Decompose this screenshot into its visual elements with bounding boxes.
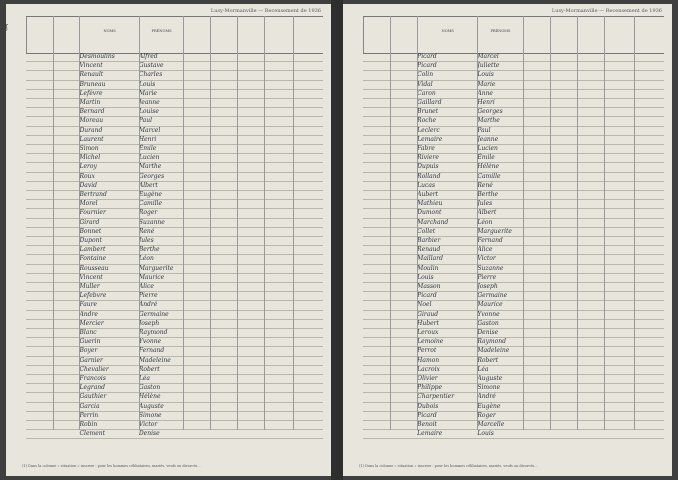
firstname-cell: Marguerite xyxy=(477,227,512,235)
firstname-cell: Marcelle xyxy=(477,421,505,428)
column-header xyxy=(604,17,634,53)
firstname-cell: Hélène xyxy=(138,393,161,401)
firstname-cell: Lucien xyxy=(477,145,498,152)
left-column-headers xyxy=(26,16,323,54)
surname-cell: Dumont xyxy=(417,209,442,217)
firstname-cell: Joseph xyxy=(138,319,160,327)
surname-cell: Garcia xyxy=(79,402,100,410)
firstname-cell: Alice xyxy=(477,246,493,254)
left-rows xyxy=(26,52,323,438)
surname-cell: Benoit xyxy=(417,421,437,428)
surname-cell: Garnier xyxy=(79,356,103,364)
column-rule xyxy=(264,16,265,430)
firstname-cell: Eugène xyxy=(477,402,501,410)
firstname-cell: Raymond xyxy=(138,329,168,336)
surname-cell: Desmoulins xyxy=(79,53,115,60)
surname-cell: Martin xyxy=(79,99,101,106)
firstname-cell: Fernand xyxy=(138,347,165,355)
firstname-cell: Anne xyxy=(477,89,493,97)
firstname-cell: Madeleine xyxy=(477,347,510,355)
firstname-cell: Denise xyxy=(477,329,499,336)
surname-cell: Collet xyxy=(417,227,436,235)
firstname-cell: Pierre xyxy=(138,292,158,300)
surname-cell: Boyer xyxy=(79,347,98,355)
firstname-cell: Paul xyxy=(138,117,152,125)
column-rule xyxy=(390,16,391,430)
surname-cell: Girard xyxy=(79,218,100,226)
book-gutter xyxy=(331,0,343,480)
surname-cell: Lefèvre xyxy=(79,89,103,97)
firstname-cell: Suzanne xyxy=(477,264,504,272)
surname-cell: Mercier xyxy=(79,319,104,327)
firstname-cell: Suzanne xyxy=(138,218,165,226)
firstname-cell: René xyxy=(138,227,155,235)
firstname-cell: René xyxy=(477,181,493,189)
firstname-cell: Eugène xyxy=(138,191,162,198)
surname-cell: Fabre xyxy=(417,145,435,152)
firstname-cell: Jules xyxy=(477,200,493,208)
firstname-cell: Léa xyxy=(477,365,489,373)
firstname-cell: Georges xyxy=(138,172,165,180)
surname-cell: Lacroix xyxy=(417,365,440,373)
surname-cell: Lefebvre xyxy=(79,292,107,300)
surname-cell: Perrin xyxy=(79,411,99,419)
surname-cell: Perrot xyxy=(417,347,437,355)
firstname-cell: Camille xyxy=(138,200,163,208)
surname-cell: Fontaine xyxy=(79,255,107,263)
surname-cell: Giraud xyxy=(417,310,439,318)
left-footer-note: (1) Dans la colonne « situation » inscrire : pour les hommes célibataires, mariés, veufs ou divorcés... xyxy=(22,463,201,468)
surname-cell: Philippe xyxy=(417,384,443,392)
firstname-cell: Alice xyxy=(138,283,154,290)
firstname-cell: Berthe xyxy=(138,246,160,254)
surname-cell: Marchand xyxy=(417,218,449,226)
surname-cell: Vidal xyxy=(417,80,433,88)
column-rule xyxy=(183,16,184,430)
firstname-cell: Raymond xyxy=(477,338,507,346)
surname-cell: Roche xyxy=(417,117,437,125)
firstname-cell: Roger xyxy=(138,209,158,217)
firstname-cell: Simone xyxy=(477,384,501,392)
surname-cell: Moulin xyxy=(417,264,439,272)
firstname-cell: Émile xyxy=(138,145,157,152)
surname-cell: Dupont xyxy=(79,237,102,244)
surname-cell: Andre xyxy=(79,310,98,318)
column-header: NOMS xyxy=(417,17,477,53)
surname-cell: Blanc xyxy=(79,329,97,336)
surname-cell: Hamon xyxy=(417,356,440,364)
firstname-cell: Jules xyxy=(138,237,154,244)
surname-cell: Caron xyxy=(417,89,436,97)
column-header xyxy=(210,17,237,53)
column-header xyxy=(183,17,210,53)
surname-cell: Bonnet xyxy=(79,227,102,235)
firstname-cell: Auguste xyxy=(138,402,164,410)
column-rule xyxy=(210,16,211,430)
surname-cell: Riviere xyxy=(417,154,439,162)
firstname-cell: Marthe xyxy=(477,117,500,125)
surname-cell: Gauthier xyxy=(79,393,107,401)
firstname-cell: Georges xyxy=(477,108,503,116)
surname-cell: Vincent xyxy=(79,62,103,70)
firstname-cell: Marie xyxy=(138,89,157,97)
firstname-cell: Robert xyxy=(477,356,499,364)
firstname-cell: Juliette xyxy=(477,62,500,70)
firstname-cell: Henri xyxy=(477,99,495,106)
column-rule xyxy=(417,16,418,430)
column-rule xyxy=(79,16,80,430)
surname-cell: Simon xyxy=(79,145,99,152)
right-page xyxy=(343,4,672,476)
firstname-cell: Lucien xyxy=(138,154,160,162)
column-rule xyxy=(634,16,635,430)
surname-cell: Dupuis xyxy=(417,163,439,171)
firstname-cell: Marthe xyxy=(138,163,162,171)
surname-cell: Clement xyxy=(79,430,106,438)
surname-cell: Charpentier xyxy=(417,393,455,401)
surname-cell: Noel xyxy=(417,301,432,309)
column-header xyxy=(363,17,390,53)
surname-cell: Picard xyxy=(417,292,437,300)
firstname-cell: Paul xyxy=(477,126,491,134)
firstname-cell: André xyxy=(138,301,158,309)
surname-cell: Lucas xyxy=(417,181,436,189)
firstname-cell: Marie xyxy=(477,80,496,88)
surname-cell: Renault xyxy=(79,71,104,79)
column-header xyxy=(26,17,53,53)
table-row xyxy=(363,429,664,439)
column-header: NOMS xyxy=(79,17,138,53)
firstname-cell: Hélène xyxy=(477,163,500,171)
firstname-cell: Louise xyxy=(138,108,159,116)
column-rule xyxy=(550,16,551,430)
surname-cell: Legrand xyxy=(79,384,105,392)
firstname-cell: Madeleine xyxy=(138,356,171,364)
surname-cell: Chevalier xyxy=(79,365,109,373)
surname-cell: Hubert xyxy=(417,319,439,327)
surname-cell: David xyxy=(79,181,97,189)
firstname-cell: Albert xyxy=(477,209,497,217)
firstname-cell: Denise xyxy=(138,430,160,438)
firstname-cell: Robert xyxy=(138,365,160,373)
surname-cell: Leroux xyxy=(417,329,439,336)
surname-cell: Picard xyxy=(417,62,437,70)
surname-cell: Guerin xyxy=(79,338,101,346)
column-rule xyxy=(477,16,478,430)
column-header xyxy=(293,17,323,53)
surname-cell: Picard xyxy=(417,53,437,60)
firstname-cell: Jeanne xyxy=(477,135,499,143)
surname-cell: Roux xyxy=(79,172,95,180)
firstname-cell: Louis xyxy=(477,71,494,79)
firstname-cell: Germaine xyxy=(138,310,169,318)
firstname-cell: Joseph xyxy=(477,283,498,290)
firstname-cell: Charles xyxy=(138,71,163,79)
firstname-cell: Camille xyxy=(477,172,501,180)
surname-cell: Dubois xyxy=(417,402,439,410)
firstname-cell: Berthe xyxy=(477,191,499,198)
surname-cell: Michel xyxy=(79,154,101,162)
firstname-cell: Fernand xyxy=(477,237,503,244)
surname-cell: Aubert xyxy=(417,191,439,198)
firstname-cell: Léon xyxy=(138,255,154,263)
column-header xyxy=(634,17,664,53)
column-rule xyxy=(53,16,54,430)
right-footer-note: (1) Dans la colonne « situation » inscrire : pour les hommes célibataires, mariés, veufs ou divorcés... xyxy=(359,463,538,468)
firstname-cell: Louis xyxy=(138,80,156,88)
firstname-cell: Émile xyxy=(477,154,495,162)
firstname-cell: Alfred xyxy=(138,53,158,60)
surname-cell: Picard xyxy=(417,411,437,419)
left-page-header: Lusy-Mormanville — Recensement de 1936 xyxy=(210,8,321,14)
firstname-cell: Germaine xyxy=(477,292,508,300)
left-page xyxy=(6,4,331,476)
surname-cell: Olivier xyxy=(417,375,438,382)
right-column-headers xyxy=(363,16,664,54)
surname-cell: Francois xyxy=(79,375,106,382)
firstname-cell: Yvonne xyxy=(138,338,162,346)
column-header xyxy=(523,17,550,53)
surname-cell: Morel xyxy=(79,200,98,208)
firstname-cell: Maurice xyxy=(138,273,165,281)
firstname-cell: Marcel xyxy=(477,53,499,60)
right-page-header: Lusy-Mormanville — Recensement de 1936 xyxy=(551,8,662,14)
column-header xyxy=(390,17,417,53)
firstname-cell: Henri xyxy=(138,135,157,143)
surname-cell: Vincent xyxy=(79,273,103,281)
page-edge-mark: ʃ xyxy=(6,24,8,31)
surname-cell: Leclerc xyxy=(417,126,440,134)
surname-cell: Rousseau xyxy=(79,264,109,272)
firstname-cell: André xyxy=(477,393,496,401)
firstname-cell: Roger xyxy=(477,411,496,419)
surname-cell: Brunet xyxy=(417,108,439,116)
surname-cell: Bruneau xyxy=(79,80,106,88)
surname-cell: Bernard xyxy=(79,108,105,116)
surname-cell: Louis xyxy=(417,273,434,281)
column-rule xyxy=(237,16,238,430)
column-header xyxy=(264,17,294,53)
firstname-cell: Jeanne xyxy=(138,99,160,106)
firstname-cell: Simone xyxy=(138,411,162,419)
firstname-cell: Gaston xyxy=(477,319,499,327)
surname-cell: Colin xyxy=(417,71,434,79)
column-rule xyxy=(523,16,524,430)
firstname-cell: Léa xyxy=(138,375,150,382)
firstname-cell: Maurice xyxy=(477,301,503,309)
firstname-cell: Pierre xyxy=(477,273,497,281)
firstname-cell: Louis xyxy=(477,430,494,438)
column-rule xyxy=(577,16,578,430)
column-header xyxy=(550,17,577,53)
surname-cell: Fournier xyxy=(79,209,106,217)
surname-cell: Mathieu xyxy=(417,200,443,208)
surname-cell: Faure xyxy=(79,301,98,309)
column-rule xyxy=(293,16,294,430)
column-header xyxy=(237,17,264,53)
table-row xyxy=(26,429,323,439)
firstname-cell: Gaston xyxy=(138,384,161,392)
surname-cell: Masson xyxy=(417,283,441,290)
firstname-cell: Yvonne xyxy=(477,310,500,318)
surname-cell: Muller xyxy=(79,283,100,290)
surname-cell: Lemoine xyxy=(417,338,444,346)
surname-cell: Lemaire xyxy=(417,135,443,143)
column-header: PRÉNOMS xyxy=(477,17,522,53)
firstname-cell: Marcel xyxy=(138,126,161,134)
column-header xyxy=(53,17,80,53)
surname-cell: Laurent xyxy=(79,135,104,143)
firstname-cell: Marguerite xyxy=(138,264,174,272)
surname-cell: Lemaire xyxy=(417,430,443,438)
surname-cell: Maillard xyxy=(417,255,443,263)
surname-cell: Gaillard xyxy=(417,99,442,106)
column-rule xyxy=(139,16,140,430)
firstname-cell: Auguste xyxy=(477,375,503,382)
right-rows xyxy=(363,52,664,438)
firstname-cell: Victor xyxy=(138,421,158,428)
firstname-cell: Gustave xyxy=(138,62,164,70)
column-header: PRÉNOMS xyxy=(139,17,184,53)
column-header xyxy=(577,17,604,53)
firstname-cell: Léon xyxy=(477,218,493,226)
surname-cell: Robin xyxy=(79,421,98,428)
surname-cell: Renaud xyxy=(417,246,441,254)
column-rule xyxy=(604,16,605,430)
surname-cell: Leroy xyxy=(79,163,97,171)
firstname-cell: Victor xyxy=(477,255,496,263)
surname-cell: Durand xyxy=(79,126,103,134)
surname-cell: Barbier xyxy=(417,237,441,244)
surname-cell: Rolland xyxy=(417,172,441,180)
surname-cell: Moreau xyxy=(79,117,104,125)
firstname-cell: Albert xyxy=(138,181,158,189)
surname-cell: Lambert xyxy=(79,246,106,254)
surname-cell: Bertrand xyxy=(79,191,107,198)
